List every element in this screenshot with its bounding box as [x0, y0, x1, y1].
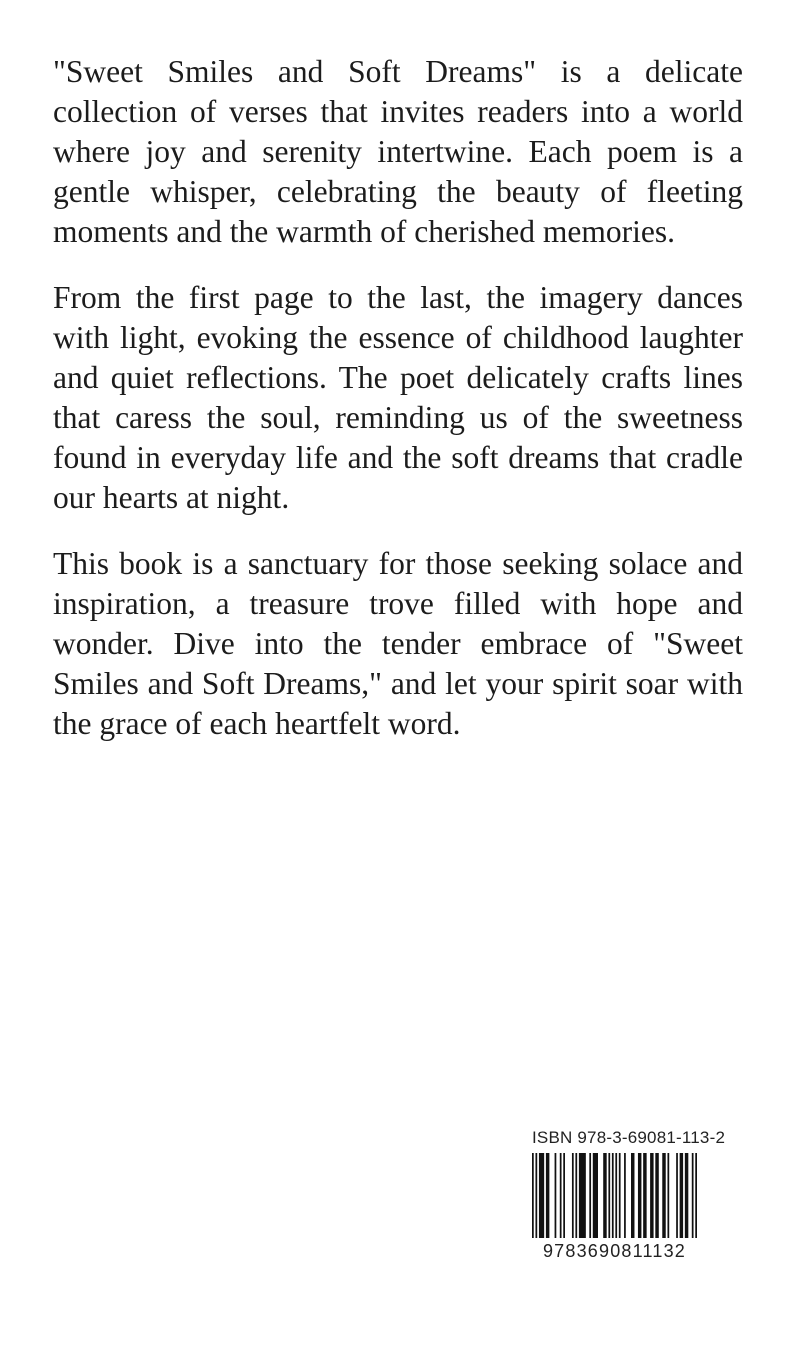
- barcode-bar-21: [650, 1153, 653, 1238]
- barcode-bar-27: [685, 1153, 688, 1238]
- barcode-bar-26: [680, 1153, 683, 1238]
- barcode-bar-17: [624, 1153, 626, 1238]
- barcode-bar-9: [579, 1153, 586, 1238]
- blurb-paragraph-2: From the first page to the last, the imagery dances with light, evoking the essence of childhood laughter and quiet reflections. The poet delicately crafts lines that caress the soul, reminding us of the sweetness found in everyday life and the soft dreams that cradle our hearts at night.: [53, 280, 743, 515]
- barcode-bar-24: [667, 1153, 669, 1238]
- barcode-bar-6: [563, 1153, 565, 1238]
- barcode-bar-13: [608, 1153, 610, 1238]
- book-blurb: [53, 52, 743, 770]
- barcode-image: [532, 1153, 697, 1238]
- blurb-paragraph-1: "Sweet Smiles and Soft Dreams" is a delicate collection of verses that invites readers into a world where joy and serenity intertwine. Each poem is a gentle whisper, celebrating the beauty of fleeting moments and the warmth of cherished memories.: [53, 54, 743, 249]
- barcode-bar-4: [555, 1153, 557, 1238]
- barcode-bar-15: [615, 1153, 617, 1238]
- barcode-bar-11: [593, 1153, 598, 1238]
- barcode-bar-12: [603, 1153, 606, 1238]
- barcode-bar-2: [539, 1153, 544, 1238]
- isbn-barcode-block: [532, 1128, 726, 1261]
- blurb-paragraph-3: This book is a sanctuary for those seeking solace and inspiration, a treasure trove filled with hope and wonder. Dive into the tender embrace of "Sweet Smiles and Soft Dreams," and let your spirit soar with the grace of each heartfelt word.: [53, 546, 743, 741]
- barcode-bar-3: [546, 1153, 549, 1238]
- barcode-bar-20: [643, 1153, 646, 1238]
- barcode-bar-5: [560, 1153, 562, 1238]
- barcode-bar-14: [612, 1153, 614, 1238]
- barcode-bar-29: [695, 1153, 697, 1238]
- barcode-bar-7: [572, 1153, 574, 1238]
- barcode-bar-25: [676, 1153, 678, 1238]
- isbn-label: ISBN 978-3-69081-113-2: [532, 1128, 726, 1147]
- barcode-bar-22: [655, 1153, 658, 1238]
- barcode-bar-1: [535, 1153, 537, 1238]
- barcode-bar-23: [662, 1153, 665, 1238]
- barcode-number: 9783690811132: [542, 1241, 687, 1261]
- barcode-bar-28: [692, 1153, 694, 1238]
- barcode-bar-10: [589, 1153, 591, 1238]
- barcode-bar-19: [638, 1153, 641, 1238]
- barcode-bar-8: [575, 1153, 577, 1238]
- barcode-bar-16: [619, 1153, 621, 1238]
- barcode-bar-0: [532, 1153, 534, 1238]
- barcode-bar-18: [631, 1153, 634, 1238]
